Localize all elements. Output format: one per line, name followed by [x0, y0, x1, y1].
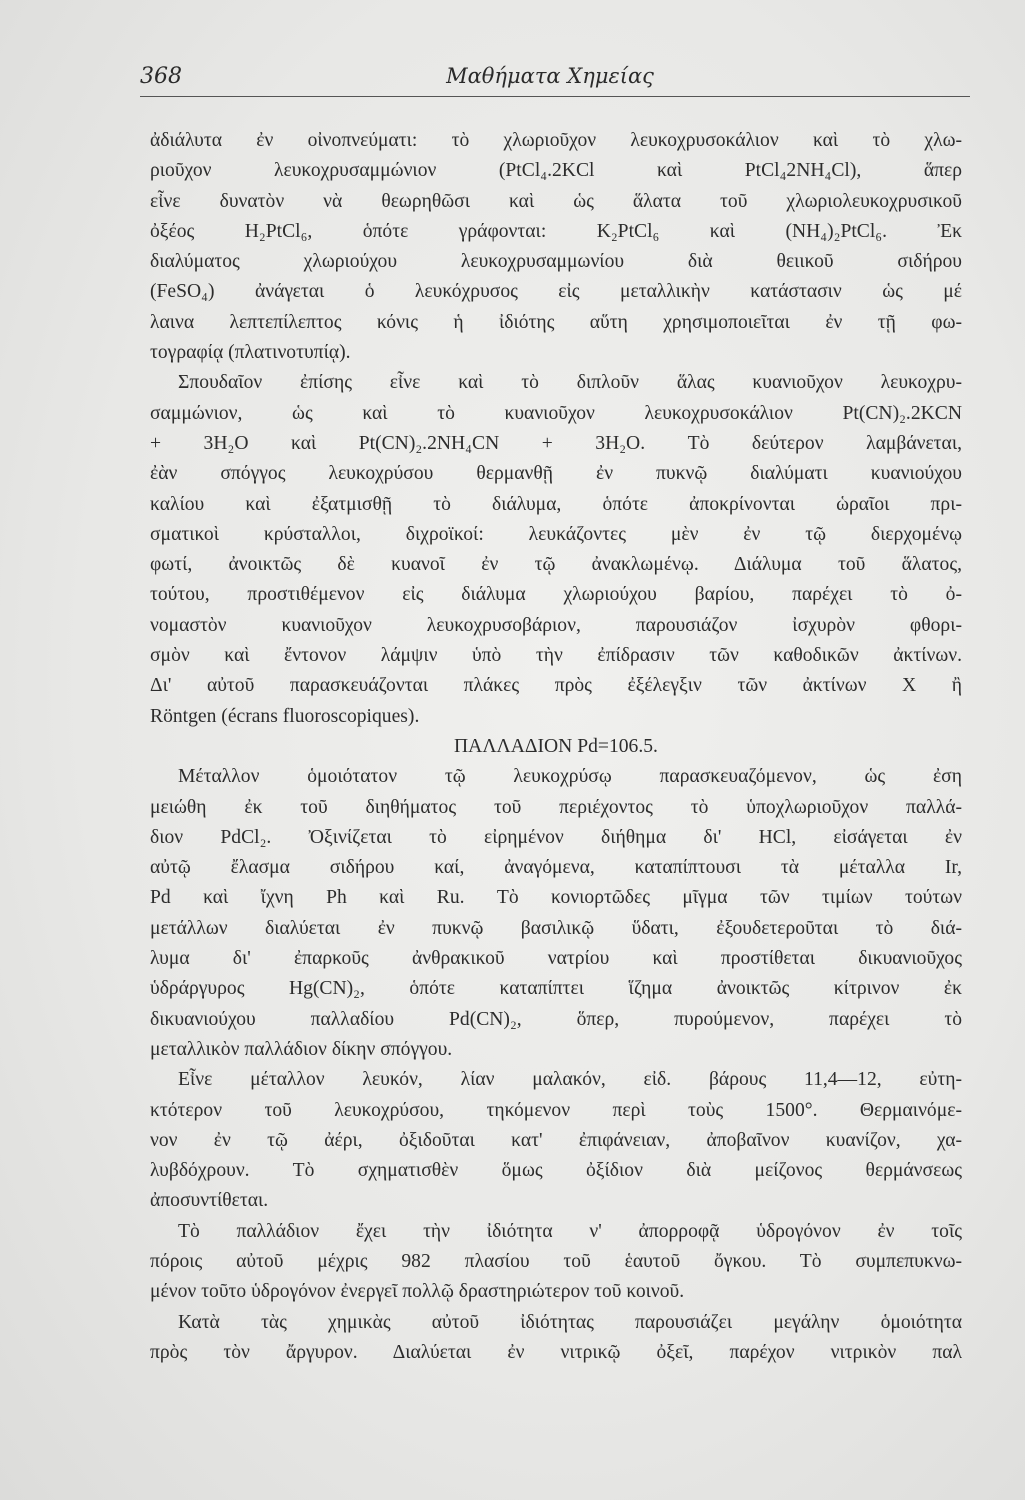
- text-line: κτότερον τοῦ λευκοχρύσου, τηκόμενον περὶ τοὺς 1500°. Θερμαινόμε-: [150, 1099, 962, 1121]
- text-line: μειώθη ἐκ τοῦ διηθήματος τοῦ περιέχοντος τὸ ὑποχλωριοῦχον παλλά-: [150, 796, 962, 818]
- text-line: Pd καὶ ἴχνη Ph καὶ Ru. Τὸ κονιορτῶδες μῖγμα τῶν τιμίων τούτων: [150, 887, 962, 909]
- text-line: σαμμώνιον, ὡς καὶ τὸ κυανιοῦχον λευκοχρυσοκάλιον Pt(CN)₂.2KCN: [150, 402, 962, 424]
- text-line: Röntgen (écrans fluoroscopiques).: [150, 705, 420, 727]
- text-line: ἐὰν σπόγγος λευκοχρύσου θερμανθῇ ἐν πυκνῷ διαλύματι κυανιούχου: [150, 463, 962, 485]
- text-line: διαλύματος χλωριούχου λευκοχρυσαμμωνίου διὰ θειικοῦ σιδήρου: [150, 251, 962, 273]
- text-line: σματικοὶ κρύσταλλοι, διχροϊκοί: λευκάζοντες μὲν ἐν τῷ διερχομένῳ: [150, 523, 962, 545]
- text-line: μεταλλικὸν παλλάδιον δίκην σπόγγου.: [150, 1038, 453, 1060]
- text-line: ὑδράργυρος Hg(CN)₂, ὁπότε καταπίπτει ἵζημα ἀνοικτῶς κίτρινον ἐκ: [150, 978, 962, 1000]
- text-line: σμὸν καὶ ἔντονον λάμψιν ὑπὸ τὴν ἐπίδρασιν τῶν καθοδικῶν ἀκτίνων.: [150, 645, 962, 667]
- text-line: λυβδόχρουν. Τὸ σχηματισθὲν ὅμως ὀξίδιον διὰ μείζονος θερμάνσεως: [150, 1160, 962, 1182]
- page-header: [140, 62, 970, 97]
- running-title: Μαθήματα Χημείας: [446, 64, 654, 88]
- text-line: διον PdCl₂. Ὀξινίζεται τὸ εἰρημένον διήθημα δι' HCl, εἰσάγεται ἐν: [150, 826, 962, 848]
- text-line: ὀξέος H₂PtCl₆, ὁπότε γράφονται: K₂PtCl₆ καὶ (NH₄)₂PtCl₆. Ἐκ: [150, 220, 962, 242]
- text-line: Κατὰ τὰς χημικὰς αὐτοῦ ἰδιότητας παρουσιάζει μεγάλην ὁμοιότητα: [178, 1311, 962, 1333]
- text-line: Μέταλλον ὁμοιότατον τῷ λευκοχρύσῳ παρασκευαζόμενον, ὡς ἐση: [178, 766, 962, 788]
- text-line: εἶνε δυνατὸν νὰ θεωρηθῶσι καὶ ὡς ἅλατα τοῦ χλωριολευκοχρυσικοῦ: [150, 190, 962, 212]
- text-line: (FeSO₄) ἀνάγεται ὁ λευκόχρυσος εἰς μεταλλικὴν κατάστασιν ὡς μέ: [150, 281, 962, 303]
- text-line: Τὸ παλλάδιον ἔχει τὴν ἰδιότητα ν' ἀπορροφᾷ ὑδρογόνον ἐν τοῖς: [178, 1220, 962, 1242]
- text-line: ριοῦχον λευκοχρυσαμμώνιον (PtCl₄.2KCl καὶ PtCl₄2NH₄Cl), ἅπερ: [150, 160, 962, 182]
- text-line: ἀδιάλυτα ἐν οἰνοπνεύματι: τὸ χλωριοῦχον λευκοχρυσοκάλιον καὶ τὸ χλω-: [150, 130, 962, 151]
- text-line: αὐτῷ ἔλασμα σιδήρου καί, ἀναγόμενα, καταπίπτουσι τὰ μέταλλα Ir,: [150, 857, 962, 879]
- text-line: μετάλλων διαλύεται ἐν πυκνῷ βασιλικῷ ὕδατι, ἐξουδετεροῦται τὸ διά-: [150, 917, 962, 939]
- text-line: ἀποσυντίθεται.: [150, 1190, 269, 1212]
- text-line: λυμα δι' ἐπαρκοῦς ἀνθρακικοῦ νατρίου καὶ προστίθεται δικυανιοῦχος: [150, 948, 962, 970]
- text-line: φωτί, ἀνοικτῶς δὲ κυανοῖ ἐν τῷ ἀνακλωμένῳ. Διάλυμα τοῦ ἅλατος,: [150, 554, 962, 576]
- text-line: νον ἐν τῷ ἀέρι, ὀξιδοῦται κατ' ἐπιφάνειαν, ἀποβαῖνον κυανίζον, χα-: [150, 1129, 962, 1151]
- text-line: πρὸς τὸν ἄργυρον. Διαλύεται ἐν νιτρικῷ ὀξεῖ, παρέχον νιτρικὸν παλ: [150, 1341, 962, 1363]
- page-number: 368: [140, 64, 182, 89]
- text-line: δικυανιούχου παλλαδίου Pd(CN)₂, ὅπερ, πυρούμενον, παρέχει τὸ: [150, 1008, 962, 1030]
- body-text: [150, 126, 962, 1368]
- text-line: καλίου καὶ ἐξατμισθῇ τὸ διάλυμα, ὁπότε ἀποκρίνονται ὡραῖοι πρι-: [150, 493, 962, 515]
- text-line: + 3H₂O καὶ Pt(CN)₂.2NH₄CN + 3H₂O. Τὸ δεύτερον λαμβάνεται,: [150, 432, 962, 454]
- text-line: νομαστὸν κυανιοῦχον λευκοχρυσοβάριον, παρουσιάζον ἰσχυρὸν φθορι-: [150, 614, 962, 636]
- section-heading: ΠΑΛΛΑΔΙΟΝ Pd=106.5.: [454, 735, 658, 757]
- text-line: πόροις αὐτοῦ μέχρις 982 πλασίου τοῦ ἑαυτοῦ ὄγκου. Τὸ συμπεπυκνω-: [150, 1250, 962, 1272]
- text-line: τούτου, προστιθέμενον εἰς διάλυμα χλωριούχου βαρίου, παρέχει τὸ ὀ-: [150, 584, 962, 606]
- text-line: τογραφίᾳ (πλατινοτυπίᾳ).: [150, 342, 351, 364]
- text-line: Εἶνε μέταλλον λευκόν, λίαν μαλακόν, εἰδ. βάρους 11,4—12, εὐτη-: [178, 1069, 962, 1091]
- text-line: μένον τοῦτο ὑδρογόνον ἐνεργεῖ πολλῷ δραστηριώτερον τοῦ κοινοῦ.: [150, 1281, 685, 1303]
- text-line: λαινα λεπτεπίλεπτος κόνις ἡ ἰδιότης αὕτη χρησιμοποιεῖται ἐν τῇ φω-: [150, 311, 962, 333]
- text-line: Δι' αὐτοῦ παρασκευάζονται πλάκες πρὸς ἐξέλεγξιν τῶν ἀκτίνων X ἢ: [150, 675, 962, 697]
- text-line: Σπουδαῖον ἐπίσης εἶνε καὶ τὸ διπλοῦν ἅλας κυανιοῦχον λευκοχρυ-: [178, 372, 962, 394]
